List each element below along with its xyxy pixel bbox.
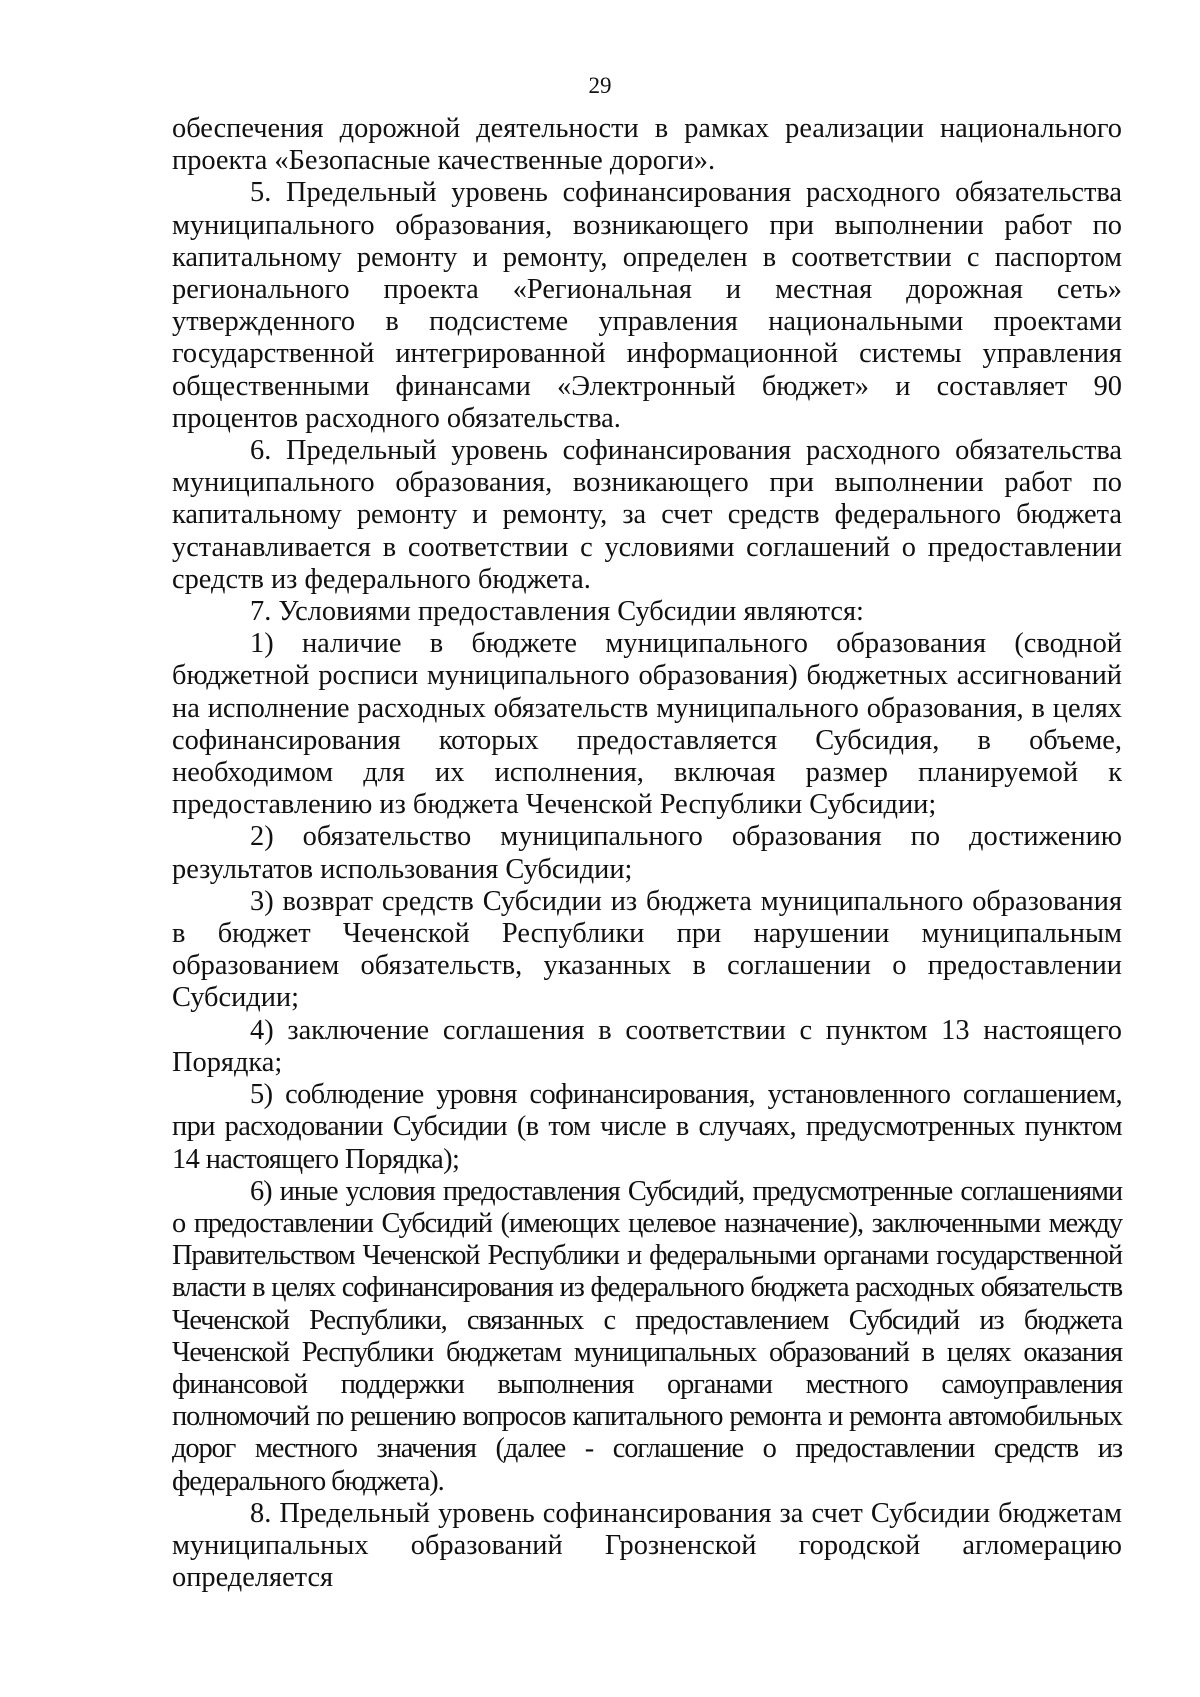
paragraph-item-7: 7. Условиями предоставления Субсидии являются:: [250, 596, 864, 628]
paragraph-continuation: обеспечения дорожной деятельности в рамках реализации национального проекта «Безопасные качественные дороги».: [172, 113, 1122, 177]
list-item-4: 4) заключение соглашения в соответствии с пунктом 13 настоящего Порядка;: [172, 1014, 1122, 1078]
list-item-5: 5) соблюдение уровня софинансирования, установленного соглашением, при расходовании Субсидии (в том числе в случаях, предусмотренных пунктом 14 настоящего Порядка);: [172, 1079, 1122, 1175]
paragraph-item-6: 6. Предельный уровень софинансирования расходного обязательства муниципального образования, возникающего при выполнении работ по капитальному ремонту и ремонту, за счет средств федерального бюджета устанавливается в соответствии с условиями соглашений о предоставлении средств из федерального бюджета.: [172, 435, 1122, 595]
paragraph-item-8: 8. Предельный уровень софинансирования за счет Субсидии бюджетам муниципальных образований Грозненской городской агломерацию определяется: [172, 1497, 1122, 1594]
list-item-3: 3) возврат средств Субсидии из бюджета муниципального образования в бюджет Чеченской Республики при нарушении муниципальным образованием обязательств, указанных в соглашении о предоставлении Субсидии;: [172, 885, 1122, 1014]
list-item-2: 2) обязательство муниципального образования по достижению результатов использования Субсидии;: [172, 821, 1122, 885]
list-item-1: 1) наличие в бюджете муниципального образования (сводной бюджетной росписи муниципального образования) бюджетных ассигнований на исполнение расходных обязательств муниципального образования, в целях софинансирования которых предоставляется Субсидия, в объеме, необходимом для их исполнения, включая размер планируемой к предоставлению из бюджета Чеченской Республики Субсидии;: [172, 628, 1122, 821]
page-number: 29: [588, 73, 612, 98]
paragraph-item-5: 5. Предельный уровень софинансирования расходного обязательства муниципального образования, возникающего при выполнении работ по капитальному ремонту и ремонту, определен в соответствии с паспортом регионального проекта «Региональная и местная дорожная сеть» утвержденного в подсистеме управления национальными проектами государственной интегрированной информационной системы управления общественными финансами «Электронный бюджет» и составляет 90 процентов расходного обязательства.: [172, 177, 1122, 434]
list-item-6: 6) иные условия предоставления Субсидий, предусмотренные соглашениями о предоставлении Субсидий (имеющих целевое назначение), заключенными между Правительством Чеченской Республики и федеральными органами государственной власти в целях софинансирования из федерального бюджета расходных обязательств Чеченской Республики, связанных с предоставлением Субсидий из бюджета Чеченской Республики бюджетам муниципальных образований в целях оказания финансовой поддержки выполнения органами местного самоуправления полномочий по решению вопросов капитального ремонта и ремонта автомобильных дорог местного значения (далее - соглашение о предоставлении средств из федерального бюджета).: [172, 1175, 1122, 1497]
document-body: [172, 113, 1122, 1594]
